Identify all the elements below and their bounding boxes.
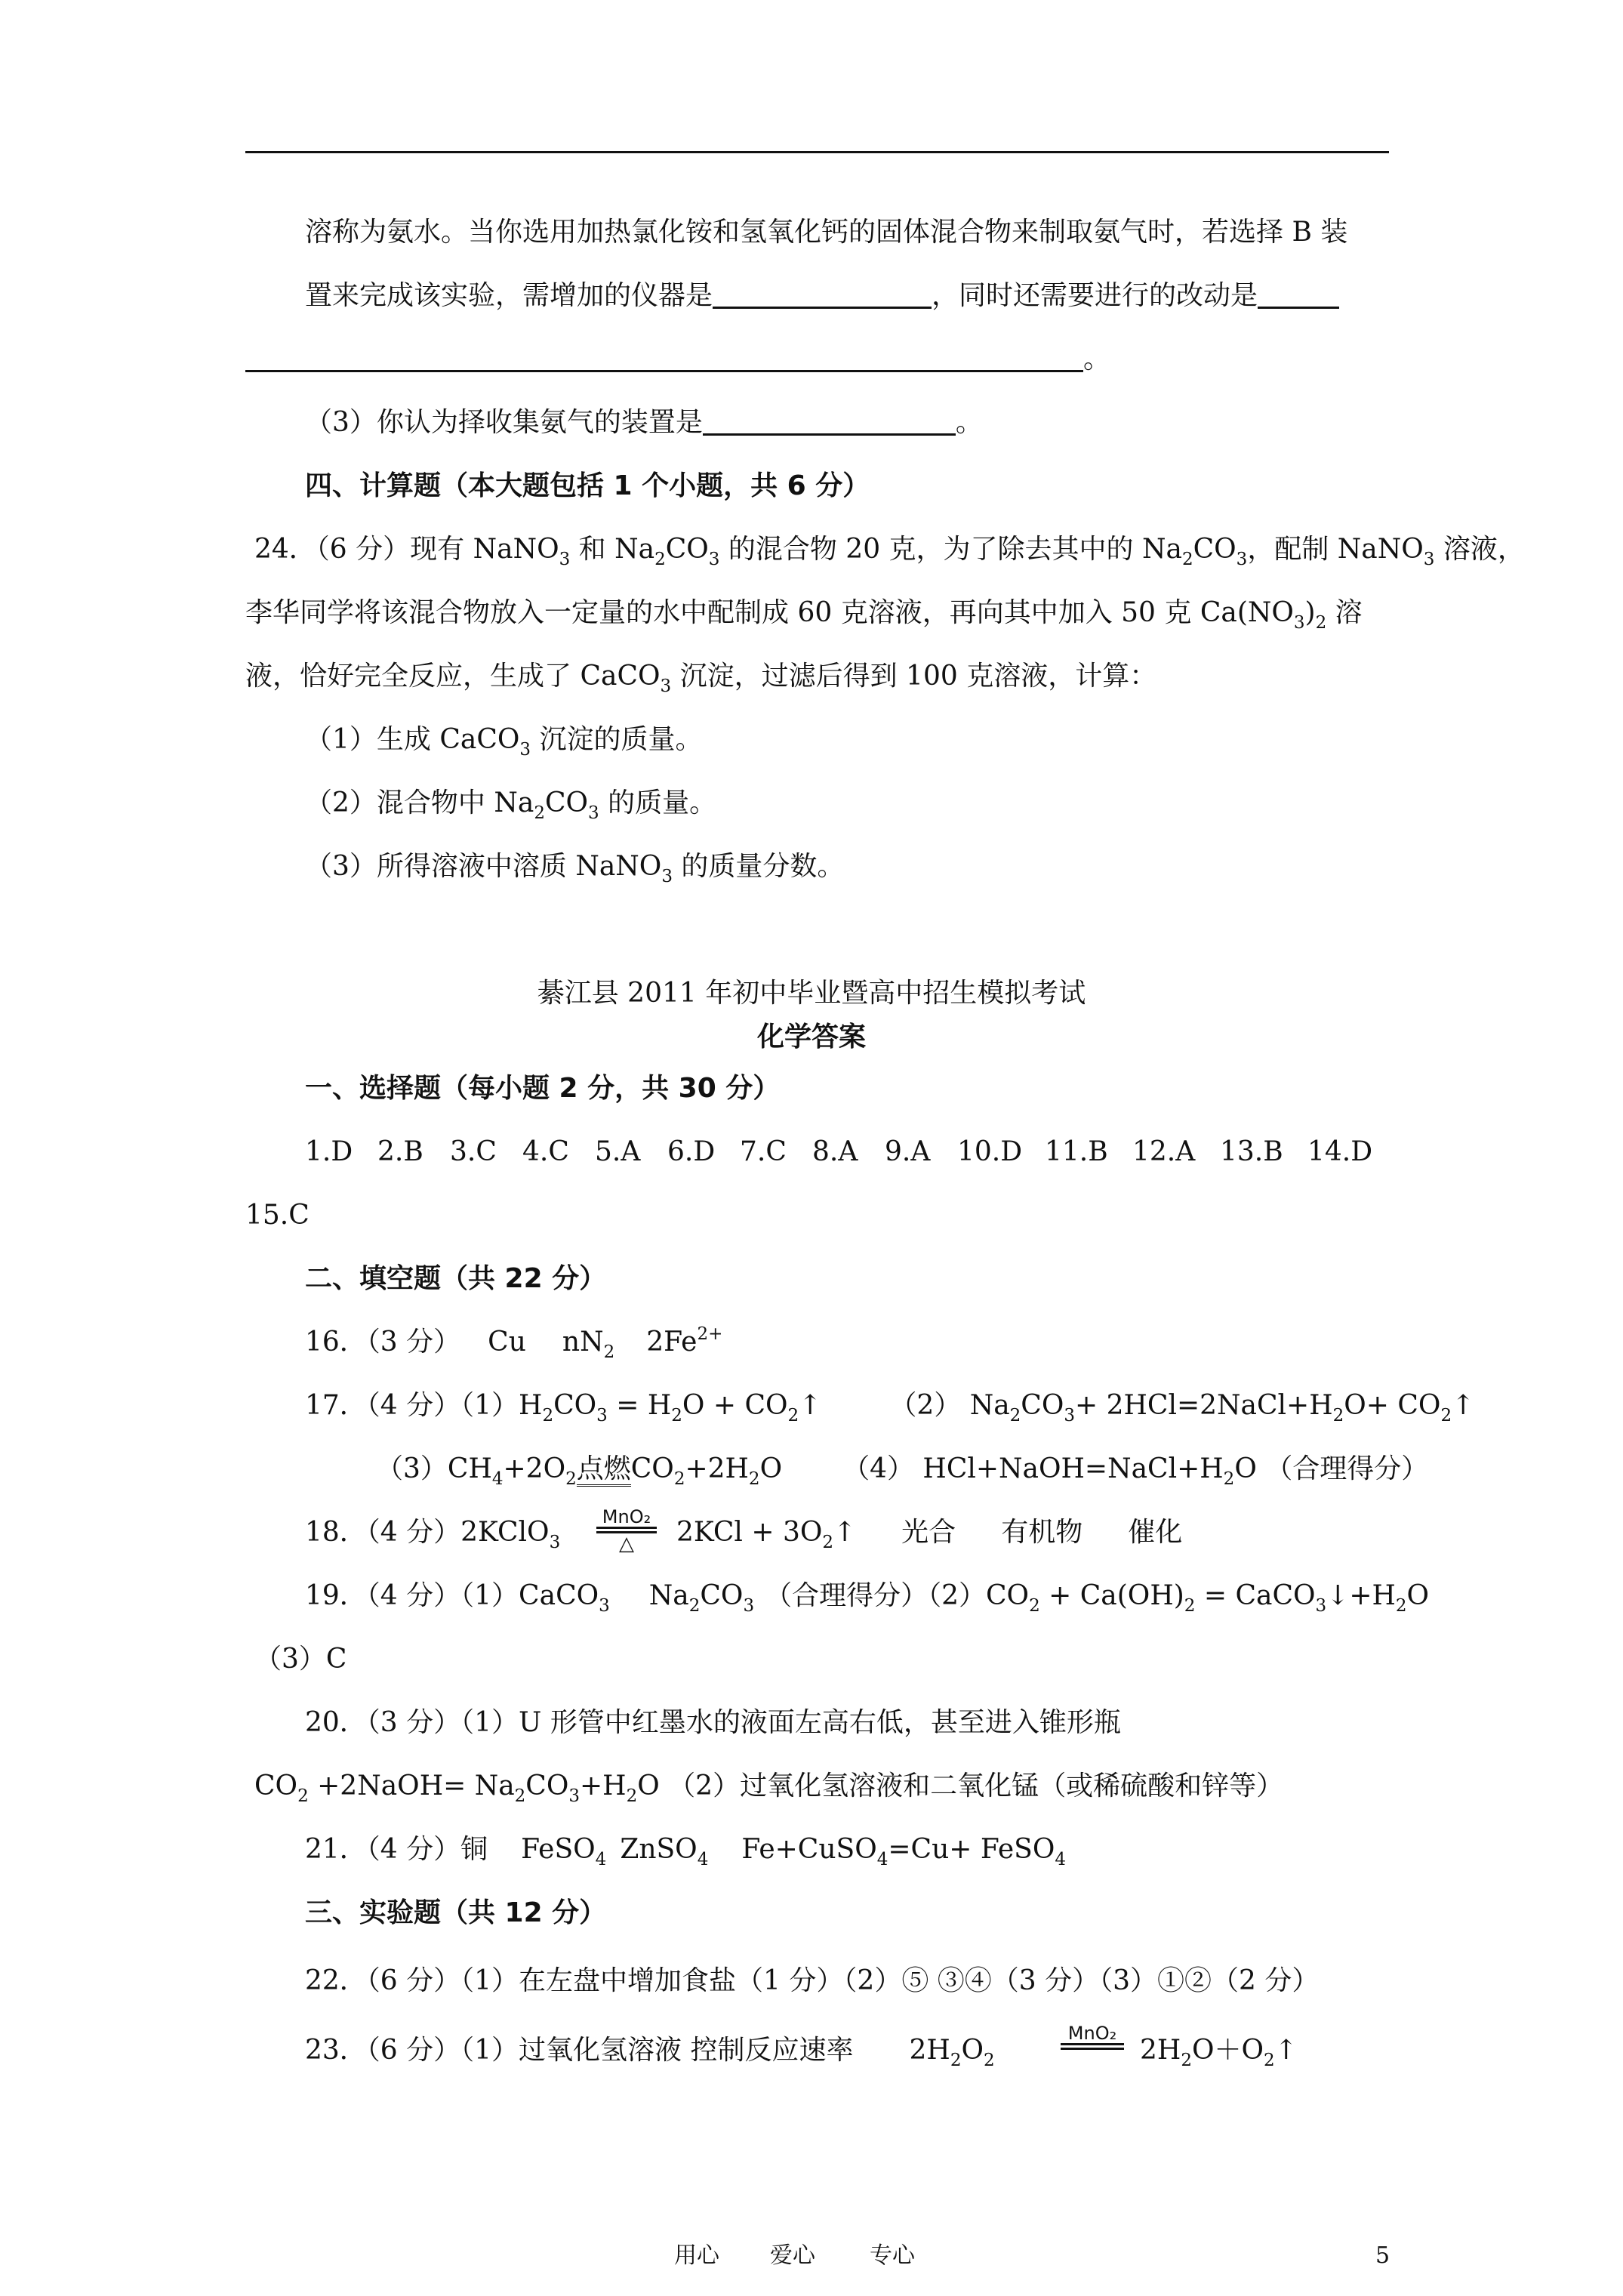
answer-19-part3: （3）C: [254, 1644, 347, 1675]
section-heading-calculation: 四、计算题（本大题包括 1 个小题，共 6 分）: [305, 470, 870, 501]
choice-answer: 14.D: [1307, 1136, 1373, 1167]
answer-19: 19．（4 分）（1）CaCO$_3$ $Na_2CO_3$ （合理得分）$(2)CO_2 + Ca(OH)_2$ = $CaCO_3↓+H_2O$: [305, 1580, 1430, 1616]
section-heading-choice: 一、选择题（每小题 2 分，共 30 分）: [305, 1073, 781, 1104]
q24-line3: 液，恰好完全反应，生成了 CaCO$_3$ 沉淀，过滤后得到 100 克溶液，计算：: [245, 661, 1157, 696]
q24-line2: 李华同学将该混合物放入一定量的水中配制成 60 克溶液，再向其中加入 50 克 $Ca(NO_3)_2$ 溶: [245, 597, 1363, 633]
choice-answer: 8.A: [812, 1136, 858, 1167]
answer-20-line1: 20．（3 分）（1）U 形管中红墨水的液面左高右低，甚至进入锥形瓶: [305, 1707, 1121, 1738]
answer-21: 21．（4 分）铜 FeSO$_4$ ZnSO$_4$ Fe+CuSO$_4$=Cu+ FeSO$_4$: [305, 1834, 1066, 1869]
header-rule: [245, 151, 1389, 153]
answer-blank[interactable]: [713, 282, 932, 309]
choice-answer: 13.B: [1220, 1136, 1283, 1167]
q24-line1: 24．（6 分）现有 NaNO$_3$ 和 $Na_2CO_3$ 的混合物 20 克，为了除去其中的 $Na_2CO_3$，配制 NaNO$_3$ 溶液，: [254, 534, 1525, 569]
answer-16: 16．（3 分） Cu $nN_2$ $2Fe^{2+}$: [305, 1324, 723, 1362]
footer-motto-3: 专心: [870, 2242, 915, 2269]
q24-part3: （3）所得溶液中溶质 NaNO$_3$ 的质量分数。: [305, 851, 845, 886]
section-heading-experiment: 三、实验题（共 12 分）: [305, 1897, 607, 1928]
answer-subtitle: 化学答案: [756, 1022, 866, 1052]
choice-answer: 7.C: [740, 1136, 787, 1167]
section-heading-fill: 二、填空题（共 22 分）: [305, 1263, 607, 1294]
answer-20-line2: $CO_2$ +2NaOH= $Na_2CO_3+H_2O$ （2）过氧化氢溶液和二氧化锰（或稀硫酸和锌等）: [254, 1771, 1284, 1806]
choice-answer: 1.D: [305, 1136, 353, 1167]
choice-answer: 9.A: [885, 1136, 931, 1167]
q23-text-line3: 。: [245, 341, 1110, 378]
choice-answer: 2.B: [377, 1136, 423, 1167]
choice-answer: 4.C: [522, 1136, 569, 1167]
q24-part1: （1）生成 CaCO$_3$ 沉淀的质量。: [305, 724, 703, 760]
page-number: 5: [1375, 2242, 1390, 2269]
answer-17-line1: 17．（4 分）$(1)H_2CO_3 = H_2O$ + $CO_2↑$ （2） $Na_2CO_3+$ $2HCl=2NaCl+H_2O+$ $CO_2↑$: [305, 1390, 1475, 1425]
choice-answer: 10.D: [957, 1136, 1023, 1167]
q23-text-line1: 溶称为氨水。当你选用加热氯化铵和氢氧化钙的固体混合物来制取氨气时，若选择 B 装: [305, 217, 1348, 248]
answer-blank[interactable]: [1258, 282, 1339, 309]
catalyst-arrow: MnO₂: [1061, 2023, 1124, 2050]
footer-motto-1: 用心: [674, 2242, 719, 2269]
answer-17-line2: $(3)CH_4+2O_2$点燃$CO_2+2H_2O$ （4） $HCl+NaOH=NaCl+H_2O$ （合理得分）: [376, 1453, 1429, 1489]
answer-title: 綦江县 2011 年初中毕业暨高中招生模拟考试: [537, 978, 1086, 1009]
q23-text-line2: 置来完成该实验，需增加的仪器是 ，同时还需要进行的改动是: [305, 278, 1339, 314]
answer-18: 18．（4 分）2KClO$_3$: [305, 1517, 561, 1552]
answer-23-products: $2H_2O+O_2↑$: [1140, 2035, 1298, 2070]
catalyst-arrow-heat: MnO₂ △: [596, 1507, 657, 1555]
choice-answer: 12.A: [1132, 1136, 1196, 1167]
footer-motto-2: 爱心: [770, 2242, 815, 2269]
choice-answer: 6.D: [667, 1136, 716, 1167]
answer-blank[interactable]: [703, 409, 956, 436]
q23-part3: （3）你认为择收集氨气的装置是 。: [305, 407, 983, 438]
choice-answer: 5.A: [595, 1136, 641, 1167]
choice-answer: 11.B: [1045, 1136, 1108, 1167]
choice-answer: 3.C: [450, 1136, 497, 1167]
choice-answers-row: [305, 1134, 1372, 1170]
q24-part2: （2）混合物中 $Na_2CO_3$ 的质量。: [305, 787, 717, 823]
answer-23: 23．（6 分）（1）过氧化氢溶液 控制反应速率 $2H_2O_2$: [305, 2035, 995, 2070]
answer-18-products: $2KCl + 3O_2↑$ 光合 有机物 催化: [676, 1517, 1183, 1552]
answer-blank[interactable]: [245, 346, 1083, 372]
answer-22: 22．（6 分）（1）在左盘中增加食盐（1 分）（2）⑤ ③④（3 分）（3）①②（2 分）: [305, 1965, 1320, 1996]
choice-answer-15: 15.C: [245, 1200, 310, 1231]
